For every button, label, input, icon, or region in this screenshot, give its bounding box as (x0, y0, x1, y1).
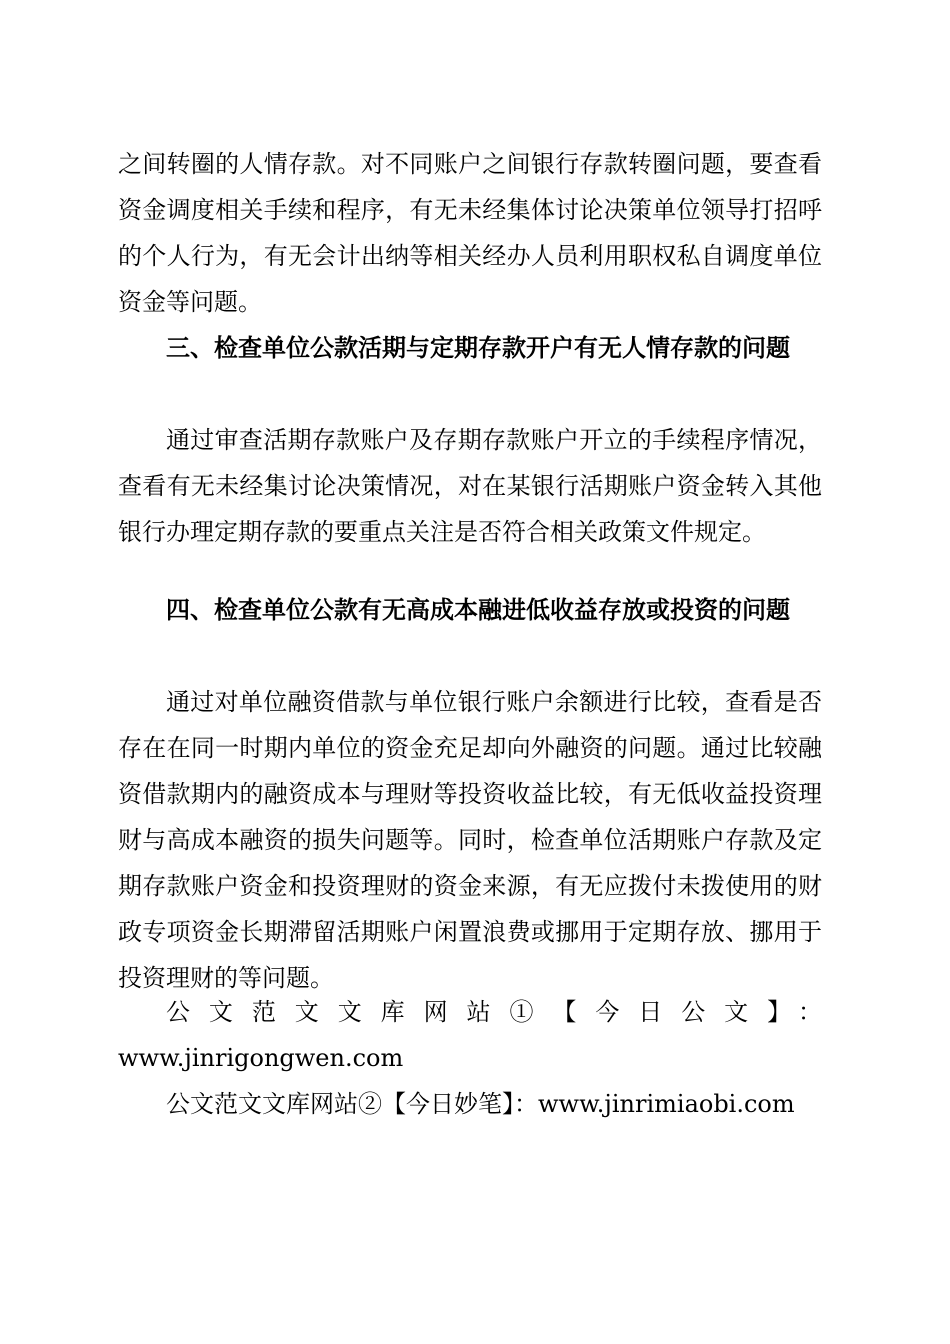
footer-site2: 公文范文文库网站②【今日妙笔】：www.jinrimiaobi.com (166, 1090, 795, 1118)
footer-site1-label: 公文范文文库网站①【今日公文】： (166, 998, 822, 1026)
section-heading-4: 四、检查单位公款有无高成本融进低收益存放或投资的问题 (166, 596, 790, 624)
footer-site1-url: www.jinrigongwen.com (118, 1044, 404, 1072)
paragraph-continuation: 之间转圈的人情存款。对不同账户之间银行存款转圈问题，要查看资金调度相关手续和程序，有无未经集体讨论决策单位领导打招呼的个人行为，有无会计出纳等相关经办人员利用职权私自调度单位资金等问题。 (118, 150, 822, 316)
paragraph-section-3: 通过审查活期存款账户及存期存款账户开立的手续程序情况，查看有无未经集讨论决策情况，对在某银行活期账户资金转入其他银行办理定期存款的要重点关注是否符合相关政策文件规定。 (118, 426, 822, 546)
section-heading-3: 三、检查单位公款活期与定期存款开户有无人情存款的问题 (166, 334, 790, 362)
paragraph-section-4: 通过对单位融资借款与单位银行账户余额进行比较，查看是否存在在同一时期内单位的资金充足却向外融资的问题。通过比较融资借款期内的融资成本与理财等投资收益比较，有无低收益投资理财与高成本融资的损失问题等。同时，检查单位活期账户存款及定期存款账户资金和投资理财的资金来源，有无应拨付未拨使用的财政专项资金长期滞留活期账户闲置浪费或挪用于定期存放、挪用于投资理财的等问题。 (118, 688, 822, 992)
